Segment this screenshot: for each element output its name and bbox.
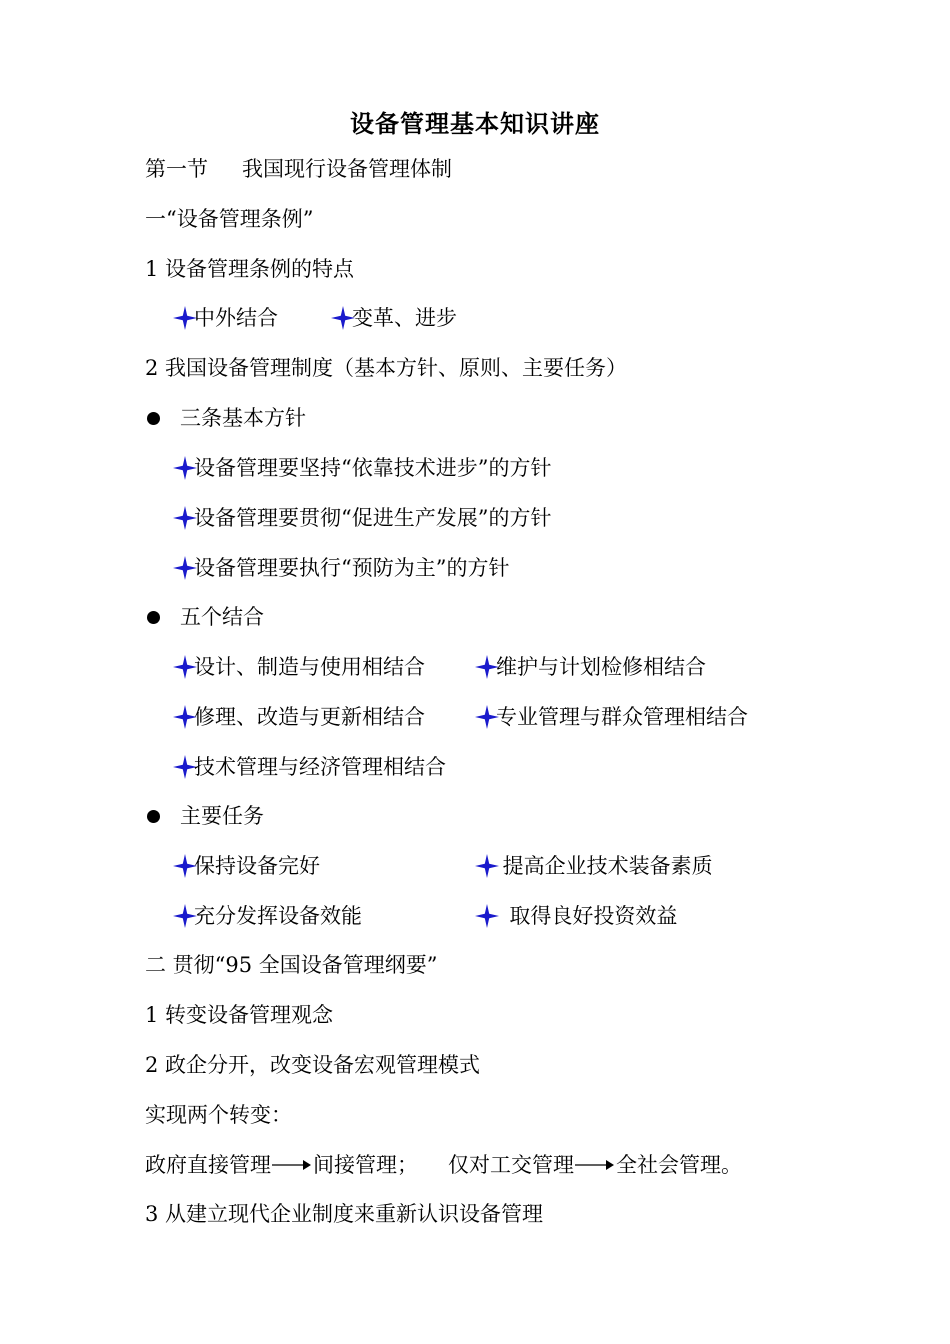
feature-label: 变革、进步 bbox=[352, 306, 457, 330]
principles-heading-label: 三条基本方针 bbox=[180, 406, 306, 430]
task-label: 取得良好投资效益 bbox=[496, 904, 678, 928]
combo-label: 技术管理与经济管理相结合 bbox=[194, 755, 446, 779]
section-heading bbox=[145, 154, 452, 184]
tasks-heading bbox=[145, 801, 264, 831]
shift-b-from: 仅对工交管理 bbox=[448, 1153, 574, 1177]
principle-label: 设备管理要坚持“依靠技术进步”的方针 bbox=[194, 456, 552, 480]
shift-a-from: 政府直接管理 bbox=[145, 1153, 271, 1177]
heading-one-1: 1 设备管理条例的特点 bbox=[145, 257, 355, 281]
feature-item bbox=[172, 303, 278, 335]
feature-item bbox=[330, 303, 457, 335]
document-title: 设备管理基本知识讲座 bbox=[350, 109, 600, 138]
task-item bbox=[474, 901, 677, 933]
shift-a-to: 间接管理； bbox=[313, 1153, 418, 1177]
shift-line bbox=[145, 1150, 742, 1180]
feature-label: 中外结合 bbox=[194, 306, 278, 330]
section-title: 我国现行设备管理体制 bbox=[242, 157, 452, 181]
combo-label: 专业管理与群众管理相结合 bbox=[496, 705, 748, 729]
combo-label: 修理、改造与更新相结合 bbox=[194, 705, 425, 729]
principles-heading bbox=[145, 403, 306, 433]
combo-item bbox=[172, 702, 425, 734]
principle-item bbox=[172, 503, 551, 535]
combo-item bbox=[172, 752, 446, 784]
heading-two: 二 贯彻“95 全国设备管理纲要” bbox=[145, 953, 438, 977]
principle-item bbox=[172, 553, 509, 585]
principle-label: 设备管理要执行“预防为主”的方针 bbox=[194, 556, 510, 580]
heading-two-1: 1 转变设备管理观念 bbox=[145, 1003, 334, 1027]
combos-heading-label: 五个结合 bbox=[180, 605, 264, 629]
tasks-heading-label: 主要任务 bbox=[180, 804, 264, 828]
principle-label: 设备管理要贯彻“促进生产发展”的方针 bbox=[194, 506, 552, 530]
section-number: 第一节 bbox=[145, 157, 208, 181]
combo-label: 维护与计划检修相结合 bbox=[496, 655, 706, 679]
heading-one-2: 2 我国设备管理制度（基本方针、原则、主要任务） bbox=[145, 356, 628, 380]
combo-item bbox=[172, 652, 425, 684]
heading-two-3: 3 从建立现代企业制度来重新认识设备管理 bbox=[145, 1202, 544, 1226]
combo-label: 设计、制造与使用相结合 bbox=[194, 655, 425, 679]
combos-heading bbox=[145, 602, 264, 632]
right-arrow-icon bbox=[575, 1158, 615, 1172]
principle-item bbox=[172, 453, 551, 485]
filled-circle-bullet-icon bbox=[147, 611, 160, 624]
task-label: 充分发挥设备效能 bbox=[194, 904, 362, 928]
shift-heading: 实现两个转变： bbox=[145, 1103, 292, 1127]
task-label: 提高企业技术装备素质 bbox=[496, 854, 713, 878]
task-label: 保持设备完好 bbox=[194, 854, 320, 878]
right-arrow-icon bbox=[272, 1158, 312, 1172]
shift-b-to: 全社会管理。 bbox=[616, 1153, 742, 1177]
task-item bbox=[172, 851, 320, 883]
task-item bbox=[474, 851, 713, 883]
combo-item bbox=[474, 652, 706, 684]
filled-circle-bullet-icon bbox=[147, 412, 160, 425]
task-item bbox=[172, 901, 362, 933]
heading-one: 一“设备管理条例” bbox=[145, 207, 314, 231]
combo-item bbox=[474, 702, 748, 734]
heading-two-2: 2 政企分开，改变设备宏观管理模式 bbox=[145, 1053, 481, 1077]
filled-circle-bullet-icon bbox=[147, 810, 160, 823]
